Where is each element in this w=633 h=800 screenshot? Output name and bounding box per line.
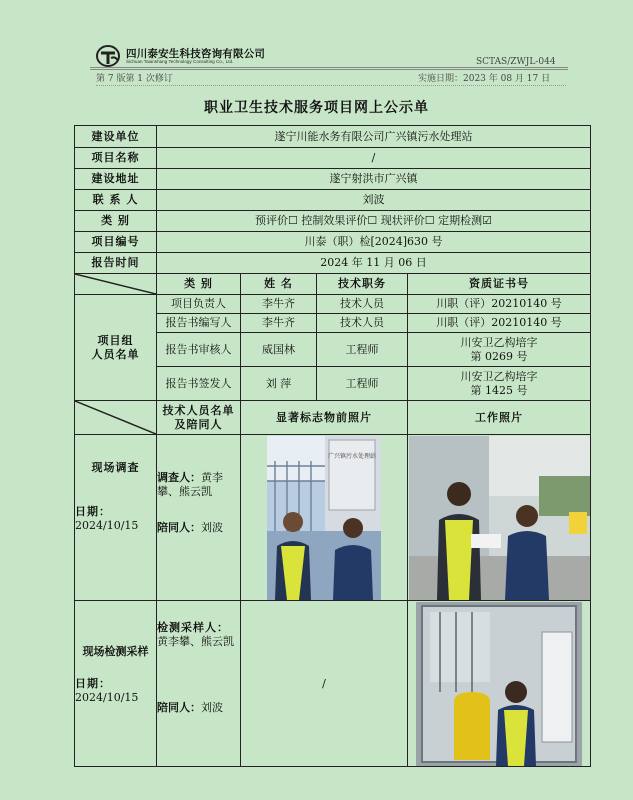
work-photo-header: 工作照片 [408, 401, 591, 435]
document-code: SCTAS/ZWJL-044 [476, 57, 556, 67]
sampler-label: 检测采样人： [157, 621, 229, 634]
staff-cert-line2: 第 1425 号 [470, 383, 528, 397]
staff-header-name: 姓 名 [241, 274, 317, 295]
staff-group-label [75, 295, 157, 401]
header-dotted-rule [96, 85, 566, 86]
staff-header-cert: 资质证书号 [408, 274, 591, 295]
survey-landmark-photo-cell [241, 435, 408, 601]
address-value: 遂宁射洪市广兴镇 [157, 169, 591, 190]
staff-header-title: 技术职务 [317, 274, 408, 295]
staff-cert [408, 333, 591, 367]
staff-title: 技术人员 [317, 314, 408, 333]
people-header [157, 401, 241, 435]
sampler-names: 黄李攀、熊云凯 [157, 635, 234, 648]
staff-name: 威国林 [241, 333, 317, 367]
sampling-people-cell [157, 601, 241, 767]
survey-work-photo [409, 436, 590, 600]
sampling-work-photo-cell [408, 601, 591, 767]
diagonal-line [75, 401, 156, 434]
header-rule-2 [90, 69, 568, 70]
sampling-label-cell [75, 601, 157, 767]
escort-label: 陪同人： [157, 521, 201, 534]
project-number-label: 项目编号 [75, 232, 157, 253]
staff-header-role: 类 别 [157, 274, 241, 295]
address-label: 建设地址 [75, 169, 157, 190]
survey-label: 现场调查 [91, 461, 140, 474]
project-name-value: / [157, 148, 591, 169]
staff-cert-line1: 川安卫乙构培字 [460, 335, 538, 349]
investigator-names: 黄李攀、熊云凯 [157, 471, 223, 498]
sampling-landmark-cell: / [241, 601, 408, 767]
survey-date-label: 日期： [75, 505, 111, 518]
staff-role: 报告书编写人 [157, 314, 241, 333]
sampling-date-label: 日期： [75, 677, 111, 690]
survey-label-cell [75, 435, 157, 601]
diagonal-line [75, 274, 156, 294]
escort-label: 陪同人： [157, 701, 201, 714]
contact-label: 联 系 人 [75, 190, 157, 211]
photos-corner-cell [75, 401, 157, 435]
company-english-name: Sichuan Taianshang Technology Consulting Co., Ltd. [126, 59, 234, 64]
document-title: 职业卫生技术服务项目网上公示单 [204, 100, 429, 116]
survey-work-photo-cell [408, 435, 591, 601]
sign-text: 广兴镇污水处理站 [327, 452, 377, 460]
revision-text: 第 7 版第 1 次修订 [96, 74, 173, 84]
type-value: 预评价☐ 控制效果评价☐ 现状评价☐ 定期检测☑ [157, 211, 591, 232]
sampling-label: 现场检测采样 [82, 645, 149, 658]
survey-escort [157, 521, 240, 535]
staff-role: 报告书签发人 [157, 367, 241, 401]
people-header-line1: 技术人员名单 [162, 403, 235, 417]
unit-label: 建设单位 [75, 126, 157, 148]
staff-role: 项目负责人 [157, 295, 241, 314]
staff-cert: 川职（评）20210140 号 [408, 314, 591, 333]
people-header-line2: 及陪同人 [174, 417, 223, 431]
type-label: 类 别 [75, 211, 157, 232]
project-name-label: 项目名称 [75, 148, 157, 169]
survey-investigator [157, 471, 240, 499]
unit-value: 遂宁川能水务有限公司广兴镇污水处理站 [157, 126, 591, 148]
company-logo-icon [96, 44, 122, 68]
staff-cert-line1: 川安卫乙构培字 [460, 369, 538, 383]
company-logo [96, 44, 296, 68]
landmark-photo [267, 436, 381, 600]
staff-group-label-line2: 人员名单 [91, 347, 140, 361]
staff-name: 李牛齐 [241, 295, 317, 314]
sampling-work-photo [416, 602, 582, 766]
staff-cert [408, 367, 591, 401]
report-date-label: 报告时间 [75, 253, 157, 274]
sampling-escort [157, 701, 240, 715]
header-rule [90, 67, 568, 68]
staff-cert-line2: 第 0269 号 [470, 349, 528, 363]
company-name: 四川泰安生科技咨询有限公司 [126, 48, 266, 60]
survey-people-cell [157, 435, 241, 601]
publicity-form [74, 125, 591, 767]
staff-corner-cell [75, 274, 157, 295]
project-number-value: 川泰（职）检[2024]630 号 [157, 232, 591, 253]
escort-name: 刘波 [201, 701, 223, 714]
landmark-photo-header: 显著标志物前照片 [241, 401, 408, 435]
staff-title: 工程师 [317, 367, 408, 401]
report-date-value: 2024 年 11 月 06 日 [157, 253, 591, 274]
staff-title: 工程师 [317, 333, 408, 367]
staff-title: 技术人员 [317, 295, 408, 314]
staff-group-label-line1: 项目组 [97, 333, 134, 347]
escort-name: 刘波 [201, 521, 223, 534]
staff-name: 李牛齐 [241, 314, 317, 333]
sampling-date: 2024/10/15 [75, 691, 139, 704]
investigator-label: 调查人： [157, 471, 201, 484]
effective-date: 实施日期：2023 年 08 月 17 日 [418, 74, 551, 84]
contact-value: 刘波 [157, 190, 591, 211]
staff-cert: 川职（评）20210140 号 [408, 295, 591, 314]
staff-role: 报告书审核人 [157, 333, 241, 367]
survey-date: 2024/10/15 [75, 519, 139, 532]
staff-name: 刘 萍 [241, 367, 317, 401]
